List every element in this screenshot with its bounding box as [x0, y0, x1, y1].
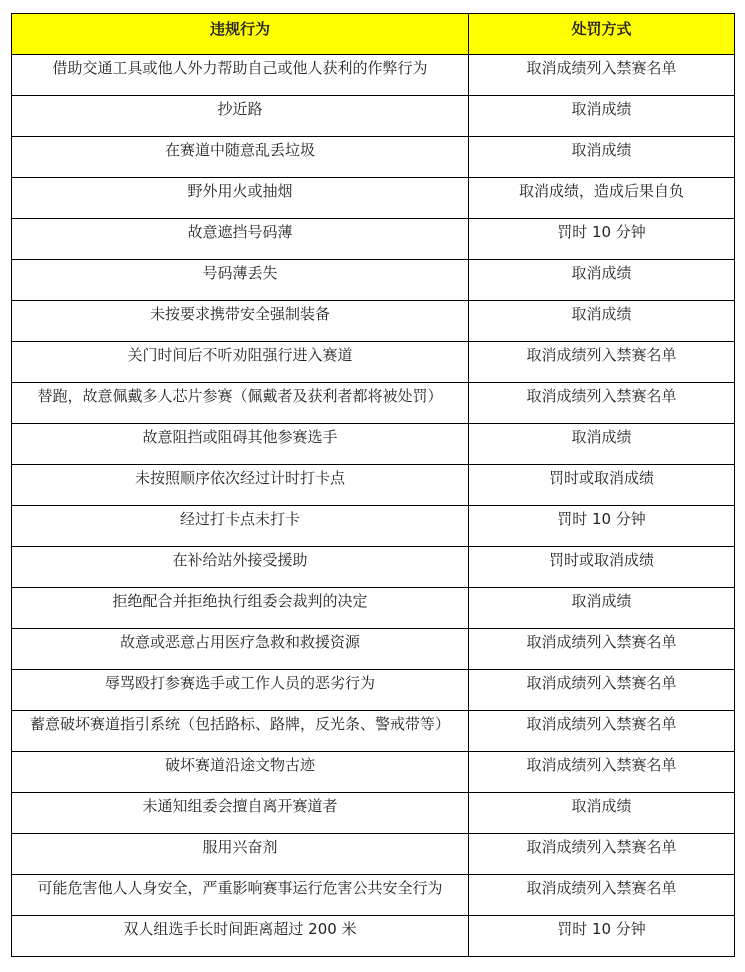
violation-cell: 故意阻挡或阻碍其他参赛选手	[12, 424, 469, 465]
violation-cell: 服用兴奋剂	[12, 834, 469, 875]
violation-cell: 未通知组委会擅自离开赛道者	[12, 793, 469, 834]
violation-cell: 故意遮挡号码薄	[12, 219, 469, 260]
header-penalty: 处罚方式	[469, 14, 735, 55]
penalty-cell: 取消成绩列入禁赛名单	[469, 711, 735, 752]
penalty-cell: 取消成绩列入禁赛名单	[469, 55, 735, 96]
table-row	[12, 219, 735, 260]
table-row	[12, 96, 735, 137]
violation-cell: 号码薄丢失	[12, 260, 469, 301]
header-violation: 违规行为	[12, 14, 469, 55]
table-row	[12, 506, 735, 547]
violation-cell: 蓄意破坏赛道指引系统（包括路标、路牌，反光条、警戒带等）	[12, 711, 469, 752]
table-row	[12, 383, 735, 424]
table-row	[12, 547, 735, 588]
violation-cell: 在补给站外接受援助	[12, 547, 469, 588]
table-row	[12, 834, 735, 875]
table-row	[12, 260, 735, 301]
table-row	[12, 342, 735, 383]
penalty-cell: 取消成绩列入禁赛名单	[469, 752, 735, 793]
penalty-cell: 取消成绩	[469, 793, 735, 834]
violation-cell: 关门时间后不听劝阻强行进入赛道	[12, 342, 469, 383]
table-row	[12, 137, 735, 178]
penalty-cell: 取消成绩	[469, 301, 735, 342]
table-row	[12, 875, 735, 916]
table-row	[12, 424, 735, 465]
penalty-cell: 取消成绩列入禁赛名单	[469, 342, 735, 383]
penalty-cell: 取消成绩，造成后果自负	[469, 178, 735, 219]
table-header-row	[12, 14, 735, 55]
violation-cell: 双人组选手长时间距离超过 200 米	[12, 916, 469, 957]
violation-cell: 故意或恶意占用医疗急救和救援资源	[12, 629, 469, 670]
violation-cell: 野外用火或抽烟	[12, 178, 469, 219]
table-row	[12, 588, 735, 629]
penalty-cell: 罚时 10 分钟	[469, 506, 735, 547]
penalty-table	[11, 13, 735, 957]
penalty-cell: 取消成绩	[469, 424, 735, 465]
penalty-cell: 取消成绩列入禁赛名单	[469, 834, 735, 875]
penalty-cell: 罚时 10 分钟	[469, 219, 735, 260]
violation-cell: 借助交通工具或他人外力帮助自己或他人获利的作弊行为	[12, 55, 469, 96]
penalty-cell: 取消成绩	[469, 588, 735, 629]
penalty-table-container	[11, 13, 735, 957]
penalty-cell: 取消成绩列入禁赛名单	[469, 670, 735, 711]
penalty-cell: 取消成绩	[469, 260, 735, 301]
penalty-cell: 罚时 10 分钟	[469, 916, 735, 957]
penalty-cell: 取消成绩	[469, 96, 735, 137]
violation-cell: 替跑，故意佩戴多人芯片参赛（佩戴者及获利者都将被处罚）	[12, 383, 469, 424]
table-row	[12, 793, 735, 834]
violation-cell: 可能危害他人人身安全，严重影响赛事运行危害公共安全行为	[12, 875, 469, 916]
table-row	[12, 178, 735, 219]
violation-cell: 未按照顺序依次经过计时打卡点	[12, 465, 469, 506]
violation-cell: 未按要求携带安全强制装备	[12, 301, 469, 342]
table-row	[12, 711, 735, 752]
violation-cell: 经过打卡点未打卡	[12, 506, 469, 547]
table-body	[12, 55, 735, 957]
table-row	[12, 916, 735, 957]
penalty-cell: 罚时或取消成绩	[469, 465, 735, 506]
violation-cell: 拒绝配合并拒绝执行组委会裁判的决定	[12, 588, 469, 629]
table-row	[12, 301, 735, 342]
penalty-cell: 取消成绩列入禁赛名单	[469, 383, 735, 424]
penalty-cell: 取消成绩列入禁赛名单	[469, 629, 735, 670]
violation-cell: 辱骂殴打参赛选手或工作人员的恶劣行为	[12, 670, 469, 711]
penalty-cell: 取消成绩	[469, 137, 735, 178]
table-row	[12, 55, 735, 96]
penalty-cell: 取消成绩列入禁赛名单	[469, 875, 735, 916]
table-row	[12, 752, 735, 793]
violation-cell: 破坏赛道沿途文物古迹	[12, 752, 469, 793]
table-row	[12, 465, 735, 506]
table-row	[12, 670, 735, 711]
penalty-cell: 罚时或取消成绩	[469, 547, 735, 588]
violation-cell: 在赛道中随意乱丢垃圾	[12, 137, 469, 178]
table-row	[12, 629, 735, 670]
violation-cell: 抄近路	[12, 96, 469, 137]
